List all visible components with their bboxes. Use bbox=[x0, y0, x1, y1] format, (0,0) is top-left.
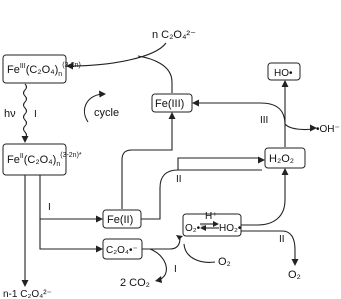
h2o2-feed-line bbox=[178, 158, 262, 170]
oxalate-out-arrowhead bbox=[22, 280, 29, 287]
cycle-arrowhead bbox=[99, 91, 106, 98]
o2-out-label: O₂ bbox=[288, 269, 301, 281]
complex-to-radical-line bbox=[40, 219, 100, 249]
superoxide-to-h2o2-arrowhead bbox=[282, 168, 289, 175]
h2o2-label: H₂O₂ bbox=[269, 153, 295, 165]
step-II-o2-label: II bbox=[279, 234, 285, 245]
fe3-to-complex-curve bbox=[138, 56, 172, 93]
step-II-h2o2-label: II bbox=[176, 174, 182, 185]
cycle-label: cycle bbox=[94, 107, 120, 119]
radical-to-superoxide-line bbox=[142, 238, 180, 249]
superoxide-label: O₂•⁻ bbox=[185, 223, 206, 234]
complex-to-fe2-arrowhead bbox=[96, 216, 103, 223]
hydroxide-label: •OH⁻ bbox=[316, 124, 340, 135]
fe2-to-fe3-line bbox=[122, 116, 172, 209]
oxalate-out-label: n-1 C₂O₄²⁻ bbox=[3, 289, 52, 299]
hv-label: hν bbox=[4, 108, 16, 120]
complex-fe2-label: $Fe^{II}(C_2O_4)_n^{(3-2n)*}$ bbox=[7, 152, 82, 168]
superoxide-to-h2o2-line bbox=[241, 172, 285, 225]
photolysis-arrowhead bbox=[22, 136, 29, 143]
fe2-label: Fe(II) bbox=[107, 214, 134, 226]
hydroxyl-label: HO• bbox=[274, 68, 293, 79]
oxalate-in-label: n C₂O₄²⁻ bbox=[152, 29, 196, 41]
step-I-photolysis-label: I bbox=[34, 109, 37, 120]
fe2-to-fe3-arrowhead bbox=[169, 112, 176, 119]
radical-to-co2-line bbox=[150, 249, 166, 280]
radical-to-superoxide-arrowhead bbox=[176, 235, 183, 240]
h2o2-to-hydroxide-curve bbox=[285, 124, 313, 129]
step-I-fe2-label: I bbox=[48, 202, 51, 213]
complex-to-radical-arrowhead bbox=[96, 246, 103, 253]
o2-in-label: O₂ bbox=[218, 256, 231, 268]
radical-to-co2-arrowhead bbox=[155, 276, 162, 283]
h2o2-to-hydroxyl-arrowhead bbox=[282, 80, 289, 87]
h2o2-to-fe3-arrowhead bbox=[192, 100, 199, 107]
oxalate-in-curve bbox=[69, 43, 166, 66]
hydroperoxyl-label: HO₂• bbox=[219, 223, 242, 234]
step-III-label: III bbox=[260, 115, 269, 126]
o2-input-curve bbox=[184, 244, 215, 262]
superoxide-to-o2-line bbox=[241, 231, 295, 262]
co2-label: 2 CO₂ bbox=[120, 277, 150, 289]
h2o2-to-fe3-line bbox=[196, 103, 285, 147]
fe2-to-h2o2-line bbox=[141, 170, 262, 219]
oxalate-radical-label: C₂O₄•⁻ bbox=[106, 245, 138, 256]
photolysis-wavy-line bbox=[24, 84, 27, 140]
fe3-label: Fe(III) bbox=[155, 98, 185, 110]
superoxide-to-o2-arrowhead bbox=[292, 259, 299, 266]
step-I-co2-label: I bbox=[174, 264, 177, 275]
complex-fe3-label: $Fe^{III}(C_2O_4)_n^{(3-2n)}$ bbox=[7, 62, 81, 78]
proton-label: H⁺ bbox=[205, 211, 218, 222]
